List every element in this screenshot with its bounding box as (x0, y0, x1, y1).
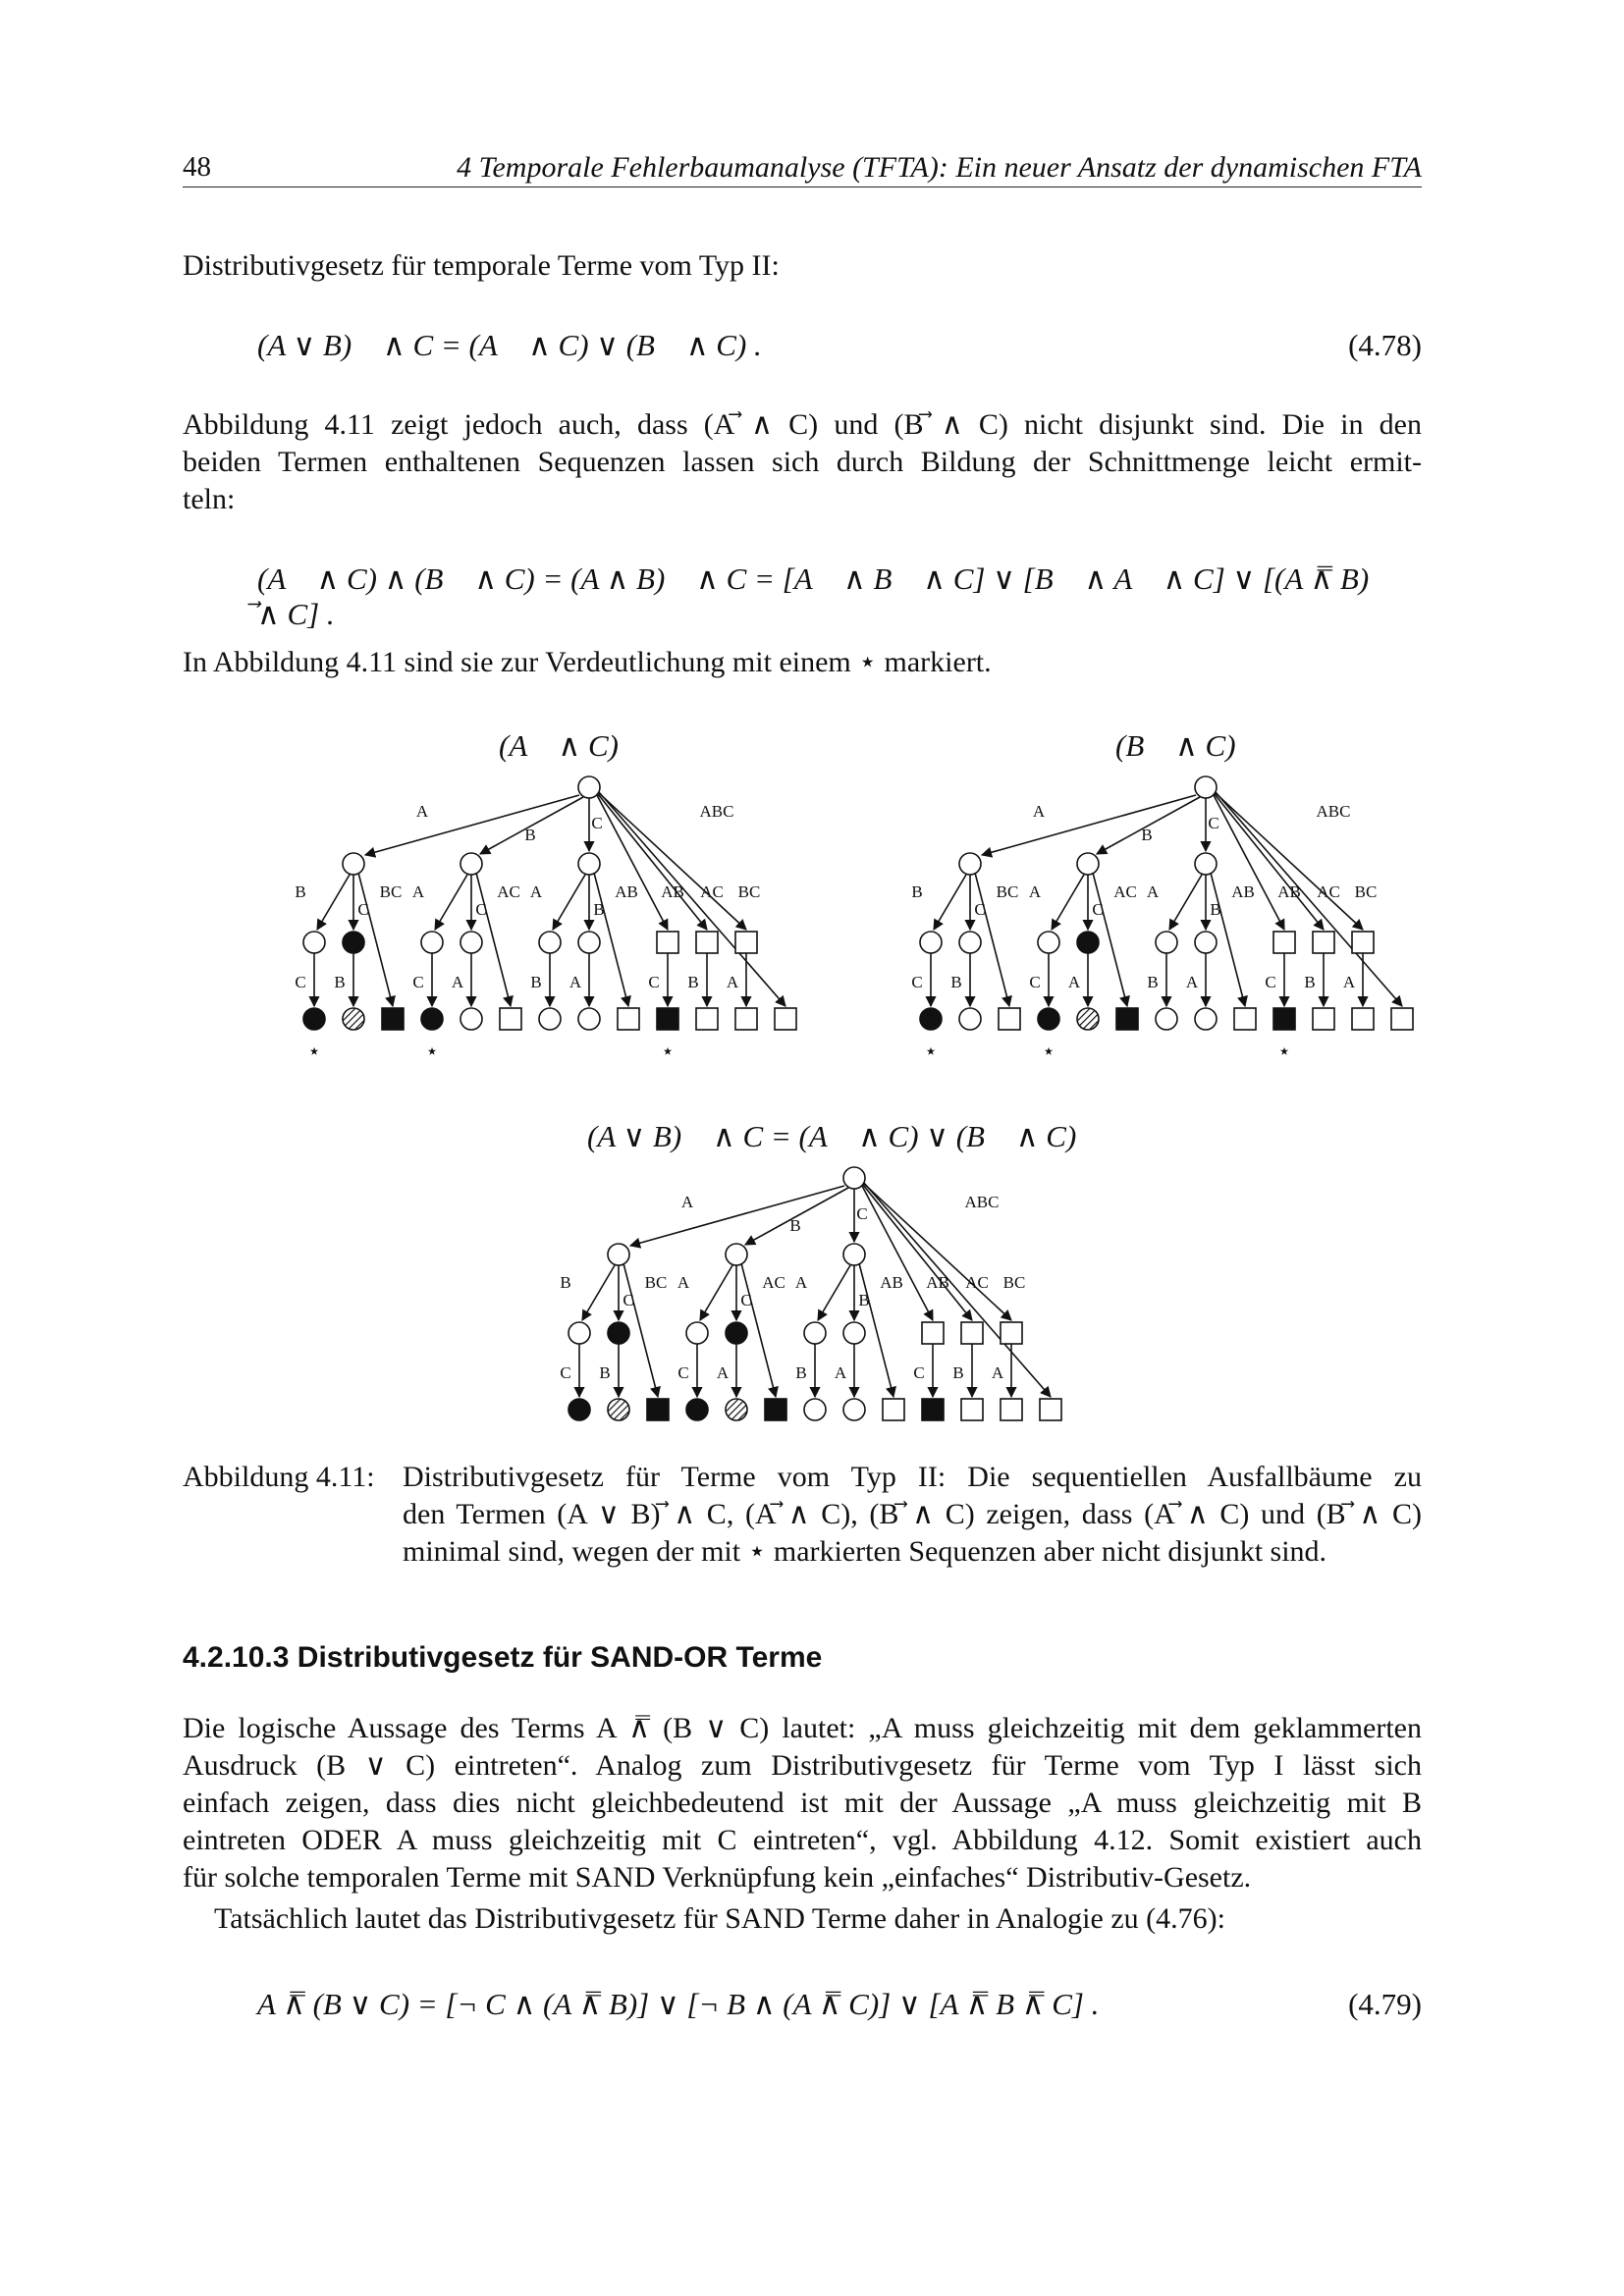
edge-level1-first (582, 1265, 615, 1320)
level2-square (657, 932, 678, 953)
equation-4-78-number: (4.78) (1348, 328, 1422, 362)
edge-label-level2: C (295, 973, 306, 991)
paragraph-3 (183, 1710, 1422, 1896)
leaf-node (765, 1399, 786, 1420)
edge-label-level2: C (911, 973, 923, 991)
edge-label-level1: AC (1113, 882, 1137, 901)
leaf-node (686, 1399, 708, 1420)
edge-root-a (982, 795, 1196, 855)
leaf-node (460, 1008, 482, 1030)
level2-square (735, 932, 757, 953)
leaf-node (657, 1008, 678, 1030)
leaf-node (539, 1008, 561, 1030)
tree-bottom-title: (A ∨ B) ⃗∧ C = (A ⃗∧ C) ∨ (B ⃗∧ C) (587, 1119, 1077, 1153)
edge-label-level1: A (411, 882, 425, 901)
edge-level1-first (934, 875, 966, 930)
tree-right-title: (B ⃗∧ C) (1115, 728, 1236, 763)
edge-label-level1: C (1092, 900, 1104, 919)
tree-root-node (843, 1167, 865, 1189)
edge-label-level1: C (623, 1291, 634, 1309)
leaf-node (343, 1008, 364, 1030)
paragraph-3-line-1: Die logische Aussage des Terms A ∧̿ (B ∨ C) lautet: „A muss gleichzeitig mit dem geklammerten (183, 1712, 1422, 1744)
caption-label: Abbildung 4.11: (183, 1461, 375, 1493)
level1-node (1077, 853, 1099, 875)
leaf-node (1038, 1008, 1059, 1030)
edge-label-level2: C (677, 1363, 689, 1382)
leaf-node (1077, 1008, 1099, 1030)
level2-node (726, 1322, 747, 1344)
tree-root-node (578, 776, 600, 798)
edge-level1-first (435, 875, 467, 930)
edge-label-level2: A (991, 1363, 1004, 1382)
level2-node (920, 932, 942, 953)
intro-text: Distributivgesetz für temporale Terme vom Typ II: (183, 249, 780, 282)
edge-label-square: BC (1002, 1273, 1026, 1292)
level2-node (460, 932, 482, 953)
edge-root-ac (598, 794, 707, 930)
sequential-tree-b-then-c (901, 766, 1432, 1070)
edge-root-ab (597, 795, 668, 930)
level2-square (1001, 1322, 1022, 1344)
tree-left-title: (A ⃗∧ C) (499, 728, 620, 763)
leaf-node (382, 1008, 404, 1030)
leaf-node (1040, 1399, 1061, 1420)
edge-label-level1: C (475, 900, 487, 919)
edge-label-a: A (680, 1193, 694, 1211)
leaf-node (959, 1008, 981, 1030)
edge-label-level1: AC (497, 882, 520, 901)
paragraph-3-line-3: einfach zeigen, dass dies nicht gleichbedeutend ist mit der Aussage „A muss gleichzeitig mit B (183, 1787, 1422, 1819)
leaf-node (1313, 1008, 1334, 1030)
edge-label-a: A (1032, 802, 1046, 821)
level2-square (1313, 932, 1334, 953)
level2-node (959, 932, 981, 953)
edge-label-abc: ABC (964, 1193, 1000, 1211)
leaf-node (578, 1008, 600, 1030)
edge-label-level2: C (1029, 973, 1041, 991)
section-number: 4.2.10.3 (183, 1641, 290, 1674)
leaf-node (1391, 1008, 1413, 1030)
edge-label-level1: AC (762, 1273, 785, 1292)
edge-label-level1: C (974, 900, 986, 919)
paragraph-1-line-2: beiden Termen enthaltenen Sequenzen lassen sich durch Bildung der Schnittmenge leicht ermit- (183, 446, 1422, 478)
level2-node (343, 932, 364, 953)
paragraph-3-line-5: für solche temporalen Terme mit SAND Verknüpfung kein „einfaches“ Distributiv-Gesetz. (183, 1861, 1252, 1894)
edge-label-level2: C (913, 1363, 925, 1382)
edge-level1-first (818, 1265, 850, 1320)
edge-root-ac (1215, 794, 1324, 930)
level2-node (578, 932, 600, 953)
level2-node (1077, 932, 1099, 953)
paragraph-1-line-3: teln: (183, 483, 236, 515)
leaf-node (735, 1008, 757, 1030)
level1-node (843, 1244, 865, 1265)
page-number: 48 (183, 151, 211, 183)
leaf-node (1195, 1008, 1217, 1030)
edge-label-level1: B (1210, 900, 1221, 919)
leaf-node (303, 1008, 325, 1030)
edge-label-c: C (856, 1204, 868, 1223)
equation-4-79-number: (4.79) (1348, 1987, 1422, 2021)
edge-label-level1: AB (1231, 882, 1255, 901)
edge-label-level2: B (334, 973, 346, 991)
edge-level1-first (553, 875, 585, 930)
leaf-node (999, 1008, 1020, 1030)
leaf-node (1234, 1008, 1256, 1030)
leaf-node (775, 1008, 796, 1030)
edge-label-level2: A (568, 973, 582, 991)
paragraph-3-line-2: Ausdruck (B ∨ C) eintreten“. Analog zum Distributivgesetz für Terme vom Typ I lässt sich (183, 1749, 1422, 1782)
star-mark: ⋆ (1277, 1039, 1291, 1063)
edge-label-abc: ABC (699, 802, 734, 821)
edge-label-level2: B (952, 1363, 964, 1382)
edge-label-c: C (1208, 814, 1219, 832)
chapter-title: 4 Temporale Fehlerbaumanalyse (TFTA): Ein neuer Ansatz der dynamischen FTA (457, 151, 1422, 184)
edge-root-ac (863, 1185, 972, 1320)
edge-label-level1: B (911, 882, 923, 901)
level2-node (686, 1322, 708, 1344)
leaf-node (500, 1008, 521, 1030)
sequential-tree-a-then-c (285, 766, 815, 1070)
star-mark: ⋆ (661, 1039, 675, 1063)
edge-label-b: B (789, 1216, 801, 1235)
star-mark: ⋆ (307, 1039, 321, 1063)
edge-label-level2: C (1265, 973, 1276, 991)
leaf-node (726, 1399, 747, 1420)
leaf-node (618, 1008, 639, 1030)
level2-node (843, 1322, 865, 1344)
leaf-node (608, 1399, 629, 1420)
edge-label-level1: AB (880, 1273, 903, 1292)
level2-node (1195, 932, 1217, 953)
edge-label-c: C (591, 814, 603, 832)
leaf-node (883, 1399, 904, 1420)
edge-label-square: BC (737, 882, 761, 901)
level1-node (343, 853, 364, 875)
edge-label-level2: A (1067, 973, 1081, 991)
paragraph-1 (183, 406, 1422, 518)
level2-node (608, 1322, 629, 1344)
level1-node (578, 853, 600, 875)
level2-node (568, 1322, 590, 1344)
level2-node (539, 932, 561, 953)
level2-node (303, 932, 325, 953)
equation-intersection: (A ⃗∧ C) ∧ (B ⃗∧ C) = (A ∧ B) ⃗∧ C = [A ⃗∧ B ⃗∧ C] ∨ [B ⃗∧ A ⃗∧ C] ∨ [(A ∧̿ B) ⃗∧ C] . (257, 561, 1370, 631)
edge-label-level1: C (740, 1291, 752, 1309)
edge-label-level2: B (950, 973, 962, 991)
edge-label-level2: A (451, 973, 464, 991)
level1-node (608, 1244, 629, 1265)
edge-root-a (630, 1186, 844, 1246)
edge-label-level1: B (295, 882, 306, 901)
leaf-node (920, 1008, 942, 1030)
leaf-node (1156, 1008, 1177, 1030)
edge-label-abc: ABC (1316, 802, 1351, 821)
leaf-node (804, 1399, 826, 1420)
leaf-node (647, 1399, 669, 1420)
edge-label-level1: B (858, 1291, 870, 1309)
edge-level1-first (1169, 875, 1202, 930)
edge-root-ab (1214, 795, 1284, 930)
edge-label-a: A (415, 802, 429, 821)
leaf-node (961, 1399, 983, 1420)
edge-label-level1: A (794, 1273, 808, 1292)
edge-label-square: AB (661, 882, 684, 901)
edge-label-level1: BC (996, 882, 1019, 901)
edge-label-level2: B (1304, 973, 1316, 991)
edge-label-b: B (1141, 826, 1153, 844)
edge-label-level1: C (357, 900, 369, 919)
edge-label-square: AC (700, 882, 724, 901)
section-heading (183, 1641, 822, 1675)
edge-label-level1: A (677, 1273, 690, 1292)
level1-node (1195, 853, 1217, 875)
star-mark: ⋆ (1042, 1039, 1056, 1063)
paragraph-1-line-1: Abbildung 4.11 zeigt jedoch auch, dass (A ⃗∧ C) und (B ⃗∧ C) nicht disjunkt sind. Die in den (183, 408, 1422, 441)
edge-label-level1: AB (615, 882, 638, 901)
edge-label-square: AB (926, 1273, 949, 1292)
edge-label-level1: A (1146, 882, 1160, 901)
edge-label-level2: B (687, 973, 699, 991)
level2-square (1273, 932, 1295, 953)
running-header (183, 147, 1422, 187)
edge-label-level1: A (529, 882, 543, 901)
edge-level1-first (317, 875, 350, 930)
edge-level1-first (1052, 875, 1084, 930)
leaf-node (1001, 1399, 1022, 1420)
edge-label-level2: C (648, 973, 660, 991)
edge-label-level2: C (412, 973, 424, 991)
section-title: Distributivgesetz für SAND-OR Terme (297, 1641, 823, 1674)
level2-square (961, 1322, 983, 1344)
caption-line-2: den Termen (A ∨ B) ⃗∧ C, (A ⃗∧ C), (B ⃗∧ C) zeigen, dass (A ⃗∧ C) und (B ⃗∧ C) (403, 1498, 1422, 1530)
paragraph-3-line-4: eintreten ODER A muss gleichzeitig mit C eintreten“, vgl. Abbildung 4.12. Somit existiert auch (183, 1824, 1422, 1856)
edge-label-square: AC (1317, 882, 1340, 901)
equation-4-78 (257, 328, 1422, 367)
level2-node (1156, 932, 1177, 953)
caption-line-3: minimal sind, wegen der mit ⋆ markierten Sequenzen aber nicht disjunkt sind. (403, 1535, 1327, 1568)
caption-line-1: Distributivgesetz für Terme vom Typ II: Die sequentiellen Ausfallbäume zu (403, 1461, 1422, 1493)
level1-node (959, 853, 981, 875)
edge-label-level1: BC (379, 882, 403, 901)
edge-label-b: B (524, 826, 536, 844)
edge-label-square: BC (1354, 882, 1378, 901)
level2-square (1352, 932, 1374, 953)
edge-root-ab (862, 1186, 933, 1320)
edge-label-level2: B (599, 1363, 611, 1382)
level1-node (726, 1244, 747, 1265)
level2-node (804, 1322, 826, 1344)
edge-label-level2: B (530, 973, 542, 991)
edge-label-level1: B (560, 1273, 571, 1292)
edge-label-level2: A (834, 1363, 847, 1382)
edge-label-square: AC (965, 1273, 989, 1292)
equation-4-78-body: (A ∨ B) ⃗∧ C = (A ⃗∧ C) ∨ (B ⃗∧ C) . (257, 328, 762, 362)
star-mark: ⋆ (425, 1039, 439, 1063)
level1-node (460, 853, 482, 875)
leaf-node (843, 1399, 865, 1420)
edge-label-level2: C (560, 1363, 571, 1382)
edge-label-level2: B (795, 1363, 807, 1382)
level2-node (421, 932, 443, 953)
level2-node (1038, 932, 1059, 953)
edge-label-square: AB (1277, 882, 1301, 901)
edge-level1-first (700, 1265, 732, 1320)
edge-label-level1: A (1028, 882, 1042, 901)
level2-square (696, 932, 718, 953)
leaf-node (421, 1008, 443, 1030)
edge-label-level2: B (1147, 973, 1159, 991)
edge-label-level1: BC (644, 1273, 668, 1292)
leaf-node (696, 1008, 718, 1030)
leaf-node (922, 1399, 944, 1420)
edge-label-level1: B (593, 900, 605, 919)
level2-square (922, 1322, 944, 1344)
leaf-node (1116, 1008, 1138, 1030)
edge-label-level2: A (1185, 973, 1199, 991)
tree-root-node (1195, 776, 1217, 798)
edge-label-level2: A (1342, 973, 1356, 991)
star-mark: ⋆ (924, 1039, 938, 1063)
paragraph-2: In Abbildung 4.11 sind sie zur Verdeutlichung mit einem ⋆ markiert. (183, 646, 992, 678)
equation-4-79 (257, 1987, 1422, 2026)
paragraph-4: Tatsächlich lautet das Distributivgesetz für SAND Terme daher in Analogie zu (4.76): (214, 1902, 1225, 1935)
caption-body (403, 1459, 1422, 1571)
leaf-node (1352, 1008, 1374, 1030)
leaf-node (568, 1399, 590, 1420)
edge-root-a (365, 795, 579, 855)
leaf-node (1273, 1008, 1295, 1030)
equation-4-79-body: A ∧̿ (B ∨ C) = [¬ C ∧ (A ∧̿ B)] ∨ [¬ B ∧ (A ∧̿ C)] ∨ [A ∧̿ B ∧̿ C] . (257, 1987, 1100, 2021)
edge-label-level2: A (726, 973, 739, 991)
edge-label-level2: A (716, 1363, 730, 1382)
sequential-tree-a-or-b-then-c (550, 1156, 1080, 1431)
